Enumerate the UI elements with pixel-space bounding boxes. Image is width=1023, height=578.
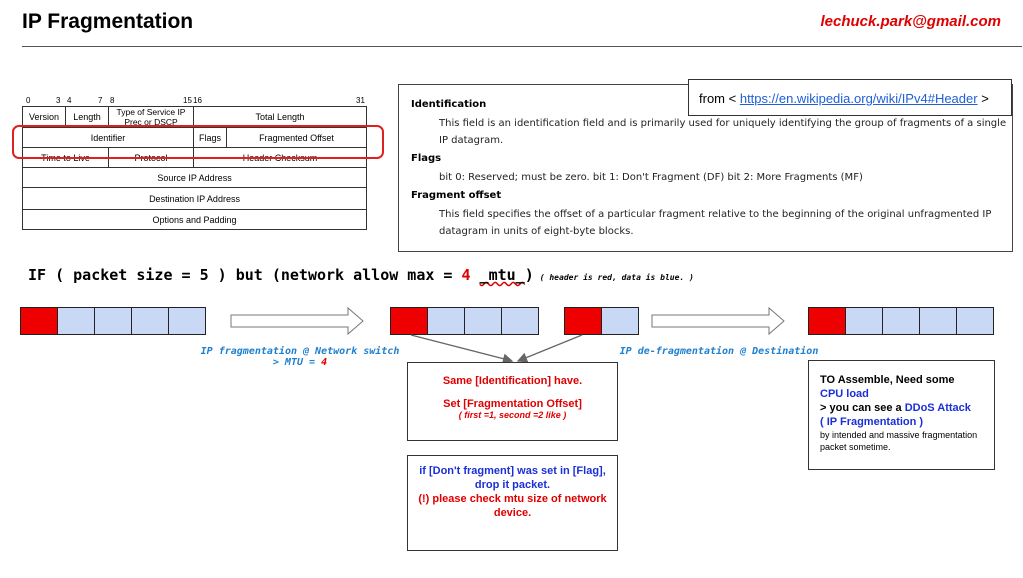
fragmentation-mtu-value: 4 (321, 357, 328, 368)
condition-note: ( header is red, data is blue. ) (539, 273, 694, 282)
definition-text: This field is an identification field and is primarily used for uniquely identifying the group of fragments of a single IP datagram. (439, 118, 1007, 146)
assemble-line5: by intended and massive fragmentation packet sometime. (820, 430, 978, 452)
source-suffix: > (981, 91, 989, 106)
assemble-note-box (808, 360, 995, 470)
definition-term: Fragment offset (411, 190, 502, 201)
fragmentation-label (190, 346, 410, 368)
dont-fragment-line1: if [Don't fragment] was set in [Flag], (419, 465, 606, 477)
bit-marker: 7 (98, 96, 103, 105)
field-fragment-offset: Fragmented Offset (227, 128, 367, 148)
assemble-line2: CPU load (820, 388, 869, 400)
field-ttl: Time to Live (23, 148, 109, 168)
condition-max: 4 (461, 266, 471, 284)
identification-note-line2: Set [Fragmentation Offset] (443, 398, 582, 410)
field-total-length: Total Length (194, 107, 367, 128)
identification-note-line3: ( first =1, second =2 like ) (458, 410, 567, 420)
bit-marker: 31 (356, 96, 365, 105)
definition-text: This field specifies the offset of a particular fragment relative to the beginning of the original unfragmented IP datagram in units of eight-byte blocks. (439, 209, 992, 237)
bit-marker: 8 (110, 96, 115, 105)
field-protocol: Protocol (109, 148, 194, 168)
assemble-line4: ( IP Fragmentation ) (820, 416, 924, 428)
definition-term: Flags (411, 153, 442, 164)
fragmentation-label-line2: > MTU = 4 (272, 357, 328, 368)
bit-marker: 0 (26, 96, 31, 105)
arrow-right-icon (652, 308, 784, 334)
field-destination-ip: Destination IP Address (23, 188, 367, 210)
bit-marker: 15 (183, 96, 192, 105)
field-tos: Type of Service IP Prec or DSCP (109, 107, 194, 128)
fragmentation-label-line1: IP fragmentation @ Network switch (200, 346, 400, 357)
connector-line (518, 335, 582, 361)
condition-prefix: IF ( packet size = 5 ) but (network allow max = (28, 266, 462, 284)
assemble-line3a: > you can see a (820, 402, 905, 414)
field-source-ip: Source IP Address (23, 168, 367, 188)
bit-marker: 4 (67, 96, 72, 105)
condition-mtu: _mtu_ (479, 266, 525, 284)
author-email: lechuck.park@gmail.com (820, 13, 1001, 30)
definition-term: Identification (411, 99, 487, 110)
dont-fragment-box (407, 455, 618, 551)
source-link[interactable]: https://en.wikipedia.org/wiki/IPv4#Header (739, 91, 978, 106)
arrow-right-icon (231, 308, 363, 334)
field-length: Length (66, 107, 109, 128)
dont-fragment-line2: drop it packet. (474, 479, 551, 491)
bit-marker: 3 (56, 96, 61, 105)
condition-suffix: ) (524, 266, 534, 284)
assemble-ddos: DDoS Attack (904, 402, 971, 414)
field-flags: Flags (194, 128, 227, 148)
definition-text: bit 0: Reserved; must be zero. bit 1: Don't Fragment (DF) bit 2: More Fragments (MF) (439, 172, 863, 183)
field-options: Options and Padding (23, 210, 367, 230)
defragmentation-label: IP de-fragmentation @ Destination (619, 346, 819, 357)
connector-line (411, 335, 512, 361)
bit-marker: 16 (193, 96, 202, 105)
source-prefix: from < (699, 91, 737, 106)
assemble-line1: TO Assemble, Need some (820, 374, 955, 386)
field-header-checksum: Header Checksum (194, 148, 367, 168)
field-identifier: Identifier (23, 128, 194, 148)
identification-note-line1: Same [Identification] have. (442, 375, 583, 387)
field-version: Version (23, 107, 66, 128)
page-title: IP Fragmentation (22, 10, 194, 33)
dont-fragment-line3: (!) please check mtu size of network device. (418, 493, 607, 519)
identification-note-box (407, 362, 618, 441)
